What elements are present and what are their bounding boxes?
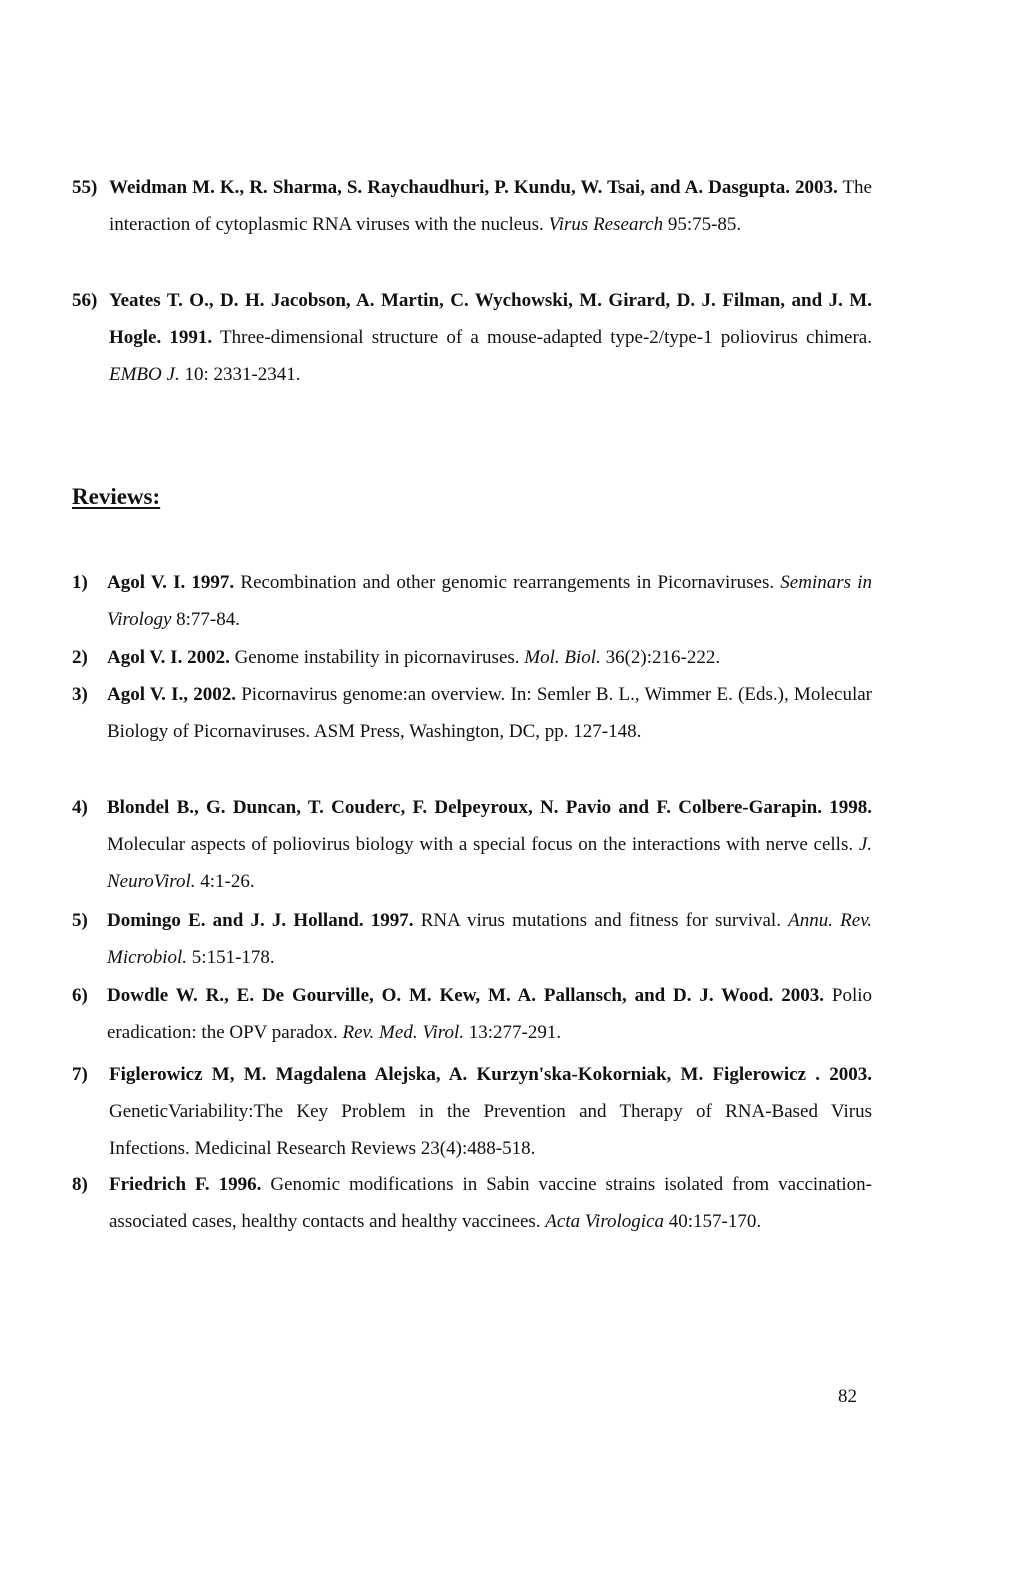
reference-details: 40:157-170. (664, 1211, 762, 1232)
reference-number: 4) (72, 797, 88, 818)
reference-number: 1) (72, 572, 88, 593)
reference-55 (72, 169, 872, 243)
reference-details: 95:75-85. (663, 214, 742, 235)
reference-text (72, 1056, 872, 1167)
reference-text (72, 789, 872, 900)
reference-journal: J. NeuroVirol. (107, 834, 872, 892)
reference-text (72, 902, 872, 976)
review-4 (72, 789, 872, 900)
reference-text (72, 676, 872, 750)
reference-number: 6) (72, 985, 88, 1006)
reference-text (72, 564, 872, 638)
reference-title: The interaction of cytoplasmic RNA viruses with the nucleus. (109, 177, 872, 235)
reference-authors: Friedrich F. 1996. (109, 1174, 262, 1195)
reference-text (72, 169, 872, 243)
reference-number: 3) (72, 684, 88, 705)
reference-title: Genome instability in picornaviruses. (229, 647, 525, 668)
reference-details: 8:77-84. (171, 609, 240, 630)
reference-title: Recombination and other genomic rearrangements in Picornaviruses. (234, 572, 781, 593)
reference-journal: Acta Virologica (545, 1211, 665, 1232)
review-6 (72, 977, 872, 1051)
reviews-heading: Reviews: (72, 484, 161, 509)
reference-authors: Domingo E. and J. J. Holland. 1997. (107, 910, 414, 931)
reference-authors: Figlerowicz M, M. Magdalena Alejska, A. Kurzyn'ska-Kokorniak, M. Figlerowicz . 2003. (109, 1064, 872, 1085)
reference-authors: Weidman M. K., R. Sharma, S. Raychaudhuri, P. Kundu, W. Tsai, and A. Dasgupta. 2003. (109, 177, 838, 198)
page-number: 82 (838, 1386, 857, 1407)
review-8 (72, 1166, 872, 1240)
reference-number: 55) (72, 177, 98, 198)
reference-text (72, 639, 872, 676)
reference-number: 5) (72, 910, 88, 931)
reference-56 (72, 282, 872, 393)
reference-details: 5:151-178. (187, 947, 275, 968)
reference-authors: Agol V. I. 2002. (107, 647, 230, 668)
reference-authors: Blondel B., G. Duncan, T. Couderc, F. Delpeyroux, N. Pavio and F. Colbere-Garapin. 1998. (107, 797, 872, 818)
reference-number: 8) (72, 1174, 88, 1195)
reference-details: 13:277-291. (464, 1022, 562, 1043)
review-7 (72, 1056, 872, 1167)
review-3 (72, 676, 872, 750)
reference-text (72, 1166, 872, 1240)
reference-authors: Dowdle W. R., E. De Gourville, O. M. Kew, M. A. Pallansch, and D. J. Wood. 2003. (107, 985, 825, 1006)
reference-details: 10: 2331-2341. (179, 364, 301, 385)
reference-authors: Agol V. I., 2002. (107, 684, 236, 705)
reference-number: 7) (72, 1064, 88, 1085)
reference-number: 56) (72, 290, 98, 311)
reference-journal: Annu. Rev. Microbiol. (107, 910, 872, 968)
reference-title: RNA virus mutations and fitness for survival. (413, 910, 789, 931)
reference-journal: Seminars in Virology (107, 572, 872, 630)
reference-number: 2) (72, 647, 88, 668)
review-5 (72, 902, 872, 976)
reference-title: Molecular aspects of poliovirus biology with a special focus on the interactions with nerve cells. (107, 834, 859, 855)
reference-title: GeneticVariability:The Key Problem in the Prevention and Therapy of RNA-Based Virus Infections. Medicinal Research Reviews 23(4):488-518. (109, 1101, 872, 1159)
reference-text (72, 282, 872, 393)
reference-journal: Mol. Biol. (524, 647, 601, 668)
reference-details: 4:1-26. (195, 871, 255, 892)
review-1 (72, 564, 872, 638)
reference-title: Three-dimensional structure of a mouse-adapted type-2/type-1 poliovirus chimera. (212, 327, 872, 348)
reference-title: Picornavirus genome:an overview. In: Semler B. L., Wimmer E. (Eds.), Molecular Biology of Picornaviruses. ASM Press, Washington, DC, pp. 127-148. (107, 684, 873, 742)
reference-title: Genomic modifications in Sabin vaccine strains isolated from vaccination-associated cases, healthy contacts and healthy vaccinees. (109, 1174, 872, 1232)
reference-title: Polio eradication: the OPV paradox. (107, 985, 872, 1043)
reference-journal: EMBO J. (109, 364, 180, 385)
reference-authors: Agol V. I. 1997. (107, 572, 235, 593)
reference-text (72, 977, 872, 1051)
review-2 (72, 639, 872, 676)
reference-journal: Rev. Med. Virol. (342, 1022, 465, 1043)
reference-authors: Yeates T. O., D. H. Jacobson, A. Martin, C. Wychowski, M. Girard, D. J. Filman, and J. M. Hogle. 1991. (109, 290, 872, 348)
reference-details: 36(2):216-222. (600, 647, 721, 668)
reference-journal: Virus Research (548, 214, 664, 235)
